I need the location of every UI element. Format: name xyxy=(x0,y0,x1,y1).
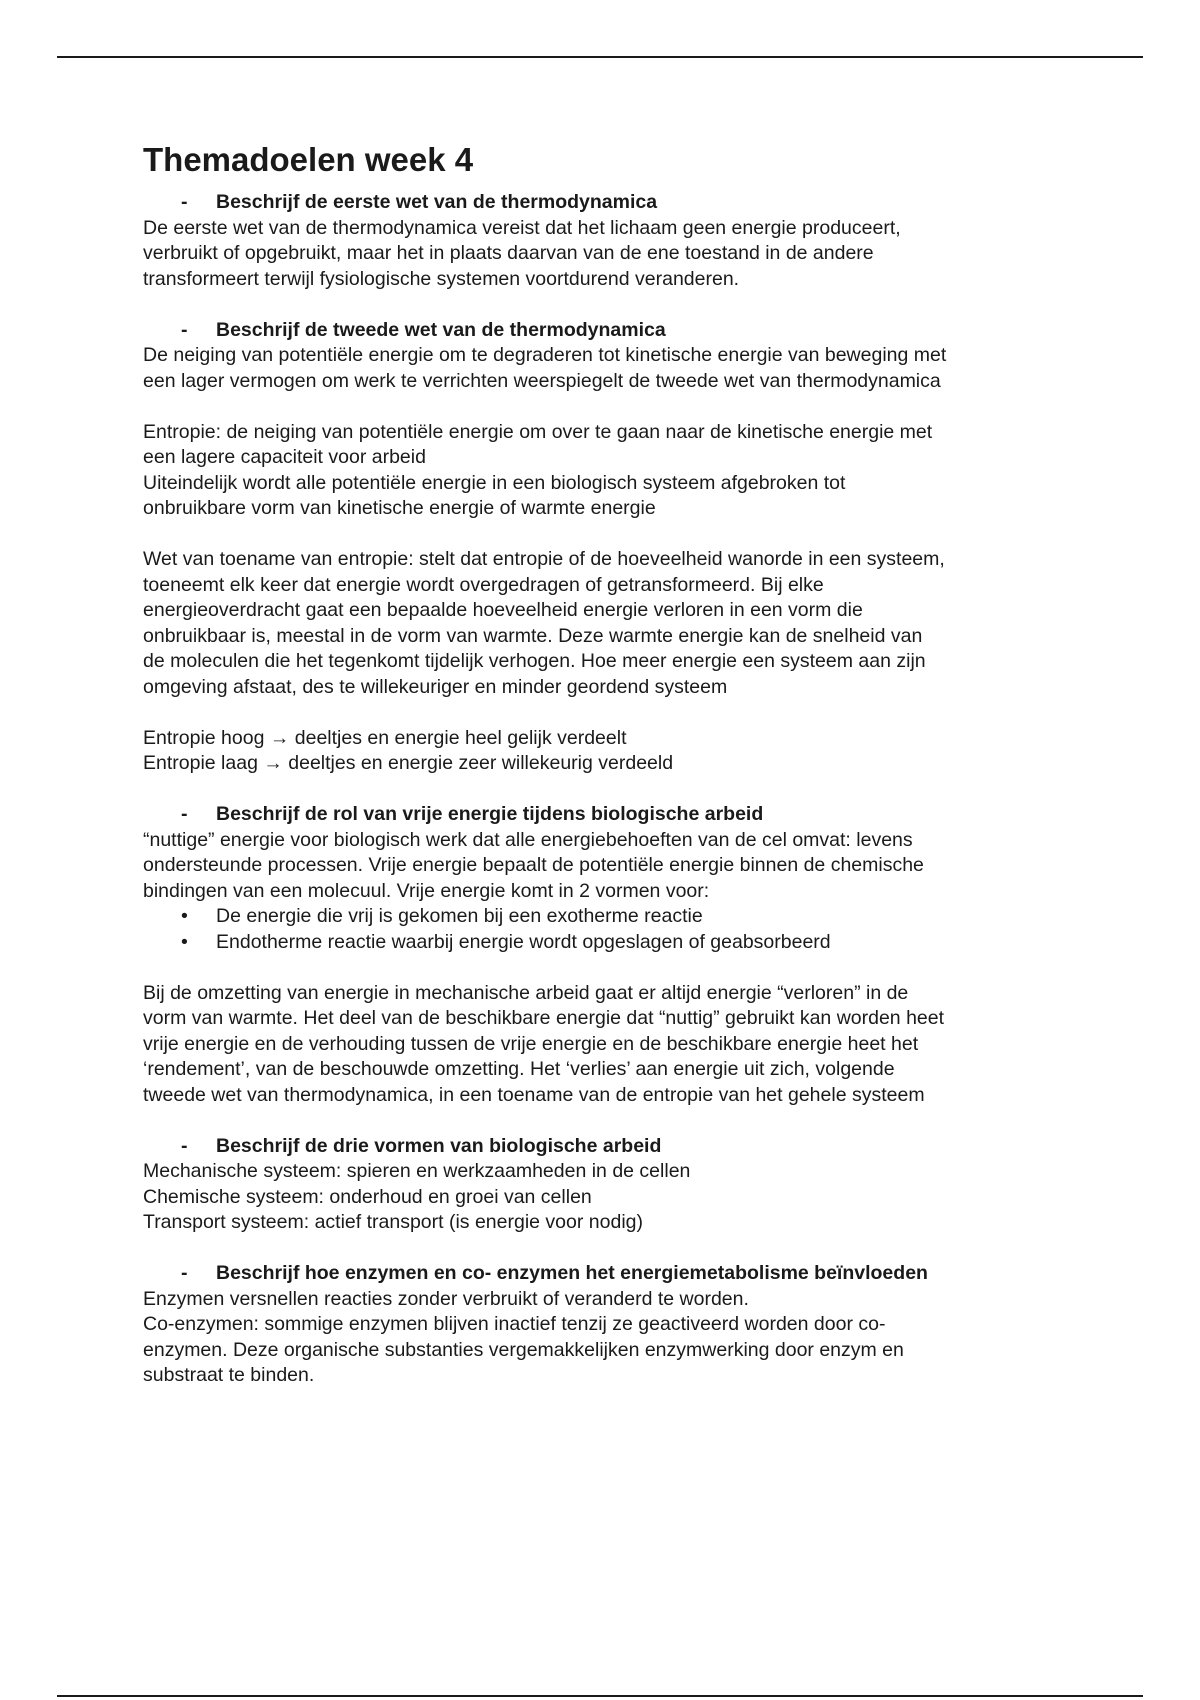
paragraph: Wet van toename van entropie: stelt dat entropie of de hoeveelheid wanorde in een systeem, toeneemt elk keer dat energie wordt overgedragen of getransformeerd. Bij elke energieoverdracht gaat een bepaalde hoeveelheid energie verloren in een vorm die onbruikbaar is, meestal in de vorm van warmte. Deze warmte energie kan de snelheid van de moleculen die het tegenkomt tijdelijk verhogen. Hoe meer energie een systeem aan zijn omgeving afstaat, des te willekeuriger en minder geordend systeem xyxy=(143,548,945,698)
section-enzymes xyxy=(143,1261,1083,1389)
header-rule xyxy=(57,56,1143,58)
section-first-law xyxy=(143,190,1083,292)
paragraph: “nuttige” energie voor biologisch werk dat alle energiebehoeften van de cel omvat: levens ondersteunde processen. Vrije energie bepaalt de potentiële energie binnen de chemische bindingen van een molecuul. Vrije energie komt in 2 vormen voor: xyxy=(143,828,924,902)
section-heading xyxy=(143,802,1083,828)
paragraph: Enzymen versnellen reacties zonder verbruikt of veranderd te worden. Co-enzymen: sommige enzymen blijven inactief tenzij ze geactiveerd worden door co- enzymen. Deze organische substanties vergemakkelijken enzymwerking door enzym en substraat te binden. xyxy=(143,1287,904,1386)
paragraph: Entropie: de neiging van potentiële energie om over te gaan naar de kinetische energie met een lagere capaciteit voor arbeid Uiteindelijk wordt alle potentiële energie in een biologisch systeem afgebroken tot onbruikbare vorm van kinetische energie of warmte energie xyxy=(143,420,933,519)
heading-dash: - xyxy=(181,803,188,825)
heading-dash: - xyxy=(181,318,188,341)
footer-rule xyxy=(57,1695,1143,1697)
list-item xyxy=(143,904,1083,930)
paragraph: Entropie hoog → deeltjes en energie heel gelijk verdeelt Entropie laag → deeltjes en energie zeer willekeurig verdeeld xyxy=(143,726,674,774)
section-heading-text: Beschrijf de tweede wet van de thermodynamica xyxy=(216,318,666,341)
bullet-marker: • xyxy=(181,905,188,927)
section-heading xyxy=(143,1134,1083,1160)
list-item-text: Endotherme reactie waarbij energie wordt opgeslagen of geabsorbeerd xyxy=(216,930,831,953)
heading-dash: - xyxy=(181,1262,188,1284)
page-title: Themadoelen week 4 xyxy=(143,141,474,178)
bullet-marker: • xyxy=(181,930,188,953)
paragraph: De eerste wet van de thermodynamica vereist dat het lichaam geen energie produceert, verbruikt of opgebruikt, maar het in plaats daarvan van de ene toestand in de andere transformeert terwijl fysiologische systemen voortdurend veranderen. xyxy=(143,216,901,290)
section-heading xyxy=(143,190,1083,216)
paragraph: De neiging van potentiële energie om te degraderen tot kinetische energie van beweging met een lager vermogen om werk te verrichten weerspiegelt de tweede wet van thermodynamica xyxy=(143,344,947,392)
section-heading-text: Beschrijf de rol van vrije energie tijdens biologische arbeid xyxy=(216,803,764,825)
section-heading xyxy=(143,1261,1083,1287)
list-item-text: De energie die vrij is gekomen bij een exotherme reactie xyxy=(216,905,703,927)
document-body xyxy=(143,140,1083,1389)
section-free-energy xyxy=(143,802,1083,1108)
section-heading-text: Beschrijf hoe enzymen en co- enzymen het energiemetabolisme beïnvloeden xyxy=(216,1262,928,1284)
list-item xyxy=(143,930,1083,956)
section-heading-text: Beschrijf de eerste wet van de thermodynamica xyxy=(216,191,658,213)
section-heading xyxy=(143,318,1083,344)
heading-dash: - xyxy=(181,191,188,213)
paragraph: Mechanische systeem: spieren en werkzaamheden in de cellen Chemische systeem: onderhoud en groei van cellen Transport systeem: actief transport (is energie voor nodig) xyxy=(143,1160,691,1233)
section-heading-text: Beschrijf de drie vormen van biologische arbeid xyxy=(216,1134,662,1157)
bullet-list xyxy=(143,904,1083,955)
section-three-forms xyxy=(143,1134,1083,1236)
section-second-law xyxy=(143,318,1083,777)
heading-dash: - xyxy=(181,1134,188,1157)
paragraph: Bij de omzetting van energie in mechanische arbeid gaat er altijd energie “verloren” in de vorm van warmte. Het deel van de beschikbare energie dat “nuttig” gebruikt kan worden heet vrije energie en de verhouding tussen de vrije energie en de beschikbare energie heet het ‘rendement’, van de beschouwde omzetting. Het ‘verlies’ aan energie uit zich, volgende tweede wet van thermodynamica, in een toename van de entropie van het gehele systeem xyxy=(143,981,945,1106)
